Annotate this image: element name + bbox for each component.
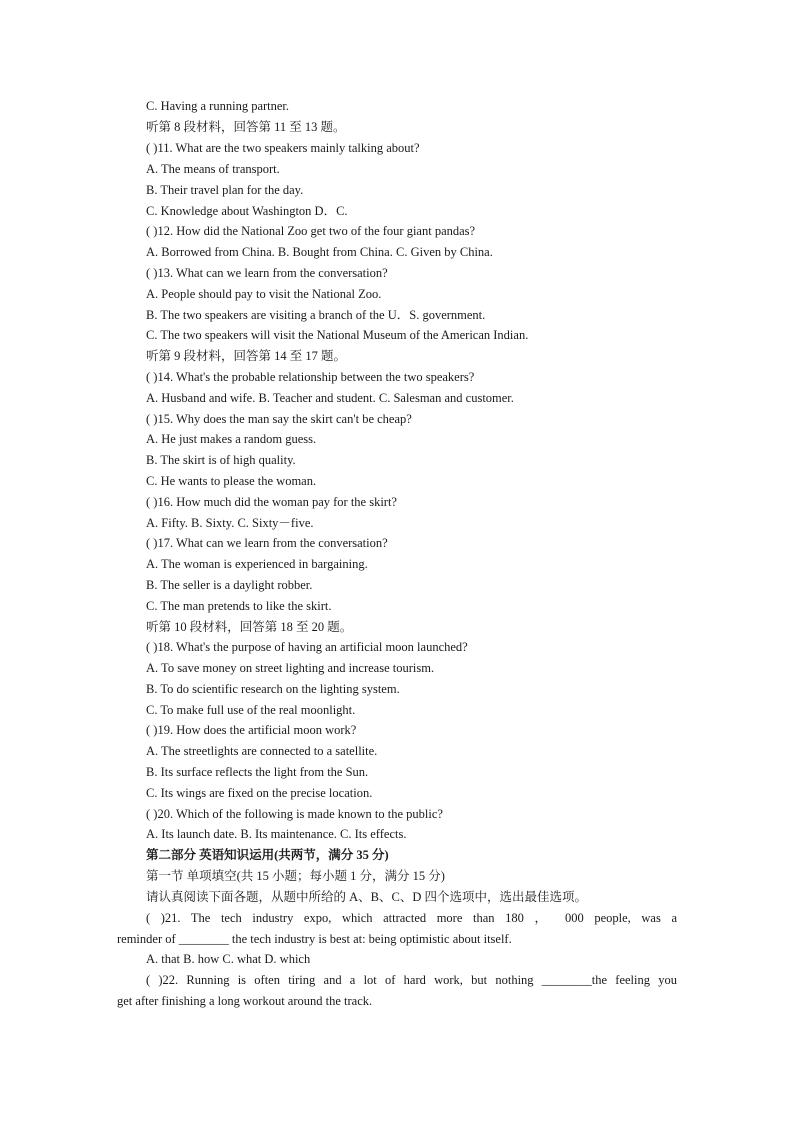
question-21-options: A. that B. how C. what D. which [146,952,311,966]
text-line: A. The means of transport. [146,162,280,176]
part-two-heading: 第二部分 英语知识运用(共两节，满分 35 分) [146,848,389,862]
text-line: C. He wants to please the woman. [146,474,317,488]
text-line: C. Knowledge about Washington D．C. [146,204,348,218]
text-line: B. The skirt is of high quality. [146,453,296,467]
section-one-heading: 第一节 单项填空(共 15 小题；每小题 1 分，满分 15 分) [146,869,445,883]
text-line: A. Husband and wife. B. Teacher and student. C. Salesman and customer. [146,391,514,405]
question-21-line-2: reminder of ________ the tech industry is best at: being optimistic about itself. [117,932,512,946]
text-line: A. The streetlights are connected to a satellite. [146,744,378,758]
text-line: A. Borrowed from China. B. Bought from China. C. Given by China. [146,245,493,259]
text-line: A. To save money on street lighting and increase tourism. [146,661,435,675]
text-line: ( )20. Which of the following is made known to the public? [146,807,443,821]
text-line: ( )13. What can we learn from the conversation? [146,266,388,280]
text-line: B. Their travel plan for the day. [146,183,304,197]
text-line: C. Its wings are fixed on the precise location. [146,786,373,800]
text-line: A. Fifty. B. Sixty. C. Sixty－five. [146,516,314,530]
text-line: B. Its surface reflects the light from the Sun. [146,765,369,779]
text-line: ( )17. What can we learn from the conversation? [146,536,388,550]
question-22-line-1: ( )22. Running is often tiring and a lot of hard work, but nothing ________the feeling you [146,973,677,987]
text-line: ( )11. What are the two speakers mainly talking about? [146,141,420,155]
text-line: B. The seller is a daylight robber. [146,578,313,592]
question-22-line-2: get after finishing a long workout around the track. [117,994,373,1008]
text-line: B. The two speakers are visiting a branch of the U．S. government. [146,308,486,322]
text-line: B. To do scientific research on the lighting system. [146,682,400,696]
text-line: A. Its launch date. B. Its maintenance. C. Its effects. [146,827,407,841]
text-line: C. To make full use of the real moonlight. [146,703,356,717]
text-line: A. He just makes a random guess. [146,432,317,446]
instructions: 请认真阅读下面各题，从题中所给的 A、B、C、D 四个选项中，选出最佳选项。 [146,890,587,904]
text-line: 听第 10 段材料，回答第 18 至 20 题。 [146,620,353,634]
text-line: 听第 8 段材料，回答第 11 至 13 题。 [146,120,346,134]
text-line: A. The woman is experienced in bargaining. [146,557,368,571]
text-line: ( )19. How does the artificial moon work? [146,723,357,737]
text-line: A. People should pay to visit the National Zoo. [146,287,382,301]
text-line: ( )14. What's the probable relationship between the two speakers? [146,370,475,384]
text-line: ( )12. How did the National Zoo get two of the four giant pandas? [146,224,476,238]
text-line: ( )18. What's the purpose of having an artificial moon launched? [146,640,468,654]
text-line: ( )15. Why does the man say the skirt can't be cheap? [146,412,412,426]
text-line: ( )16. How much did the woman pay for the skirt? [146,495,397,509]
question-21-line-1: ( )21. The tech industry expo, which attracted more than 180 ， 000 people, was a [146,911,677,925]
text-line: 听第 9 段材料，回答第 14 至 17 题。 [146,349,347,363]
text-line: C. The man pretends to like the skirt. [146,599,332,613]
text-line: C. The two speakers will visit the National Museum of the American Indian. [146,328,529,342]
text-line: C. Having a running partner. [146,99,290,113]
